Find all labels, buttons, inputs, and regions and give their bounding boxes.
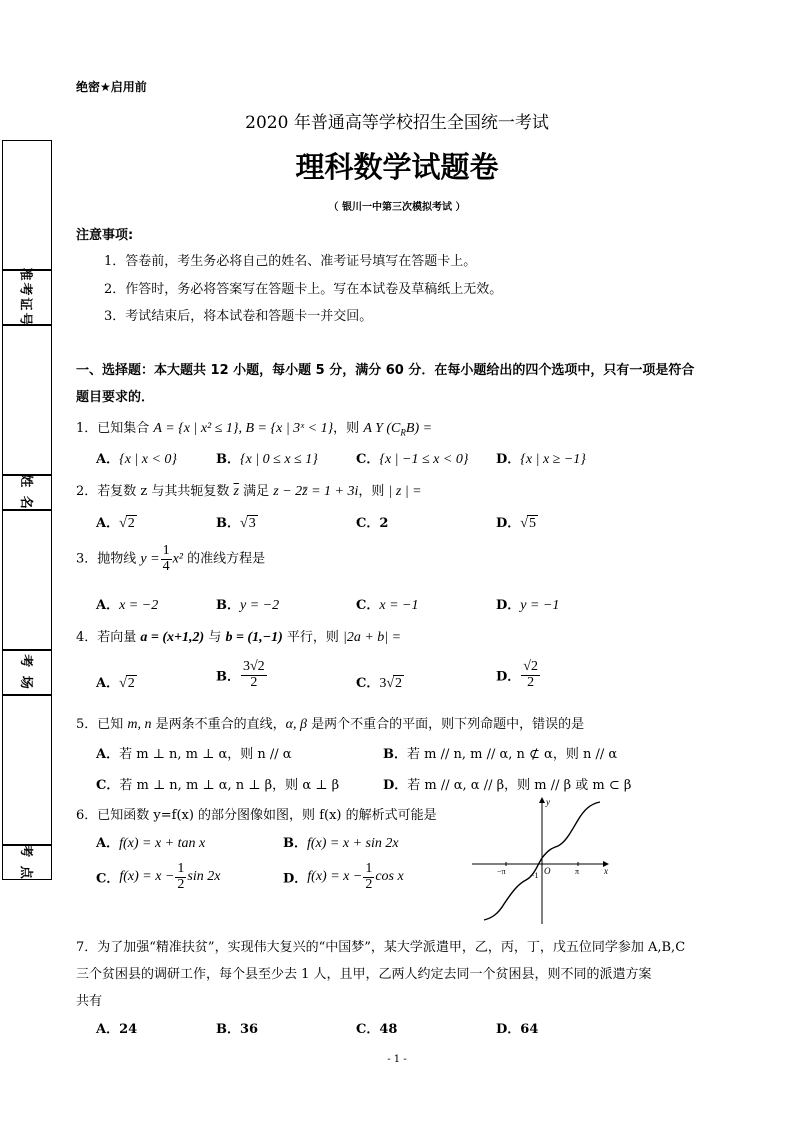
q4-option-d: D． $\frac{√2}{2}$ (496, 659, 538, 690)
tick-label-neg-pi: −π (497, 867, 506, 876)
notice-item: 1．答卷前，考生务必将自己的姓名、准考证号填写在答题卡上。 (104, 254, 477, 269)
q3-option-c: C．x = −1 (356, 598, 419, 613)
secret-label: 绝密★启用前 (76, 80, 147, 94)
subtitle: （ 银川一中第三次模拟考试 ） (328, 202, 466, 213)
q6-option-c: C．f(x) = x − $\frac{1}{2}$ sin 2x (96, 861, 221, 892)
q7-option-c: C．48 (356, 1022, 398, 1037)
q4-option-b: B． $\frac{3√2}{2}$ (216, 659, 265, 690)
y-axis-label: y (546, 797, 550, 807)
q5-option-a: A．若 m ⊥ n, m ⊥ α，则 n // α (96, 747, 292, 762)
q7-option-b: B．36 (216, 1022, 259, 1037)
q6-option-a: A．f(x) = x + tan x (96, 836, 206, 851)
exam-title: 2020 年普通高等学校招生全国统一考试 (245, 113, 549, 133)
question-7-line-3: 共有 (76, 994, 103, 1009)
strip-blank-3 (2, 510, 52, 650)
tick-label-neg-one: −1 (530, 871, 539, 880)
q1-option-b: B．{x | 0 ≤ x ≤ 1} (216, 452, 318, 467)
q1-option-a: A．{x | x < 0} (96, 452, 178, 467)
page-title: 理科数学试题卷 (295, 150, 499, 184)
question-4-stem: 4．若向量 a = (x+1,2) 与 b = (1,−1) 平行，则 |2a + b| = (76, 630, 402, 645)
strip-label-site: 考 点 (2, 845, 52, 880)
question-6-stem: 6．已知函数 y=f(x) 的部分图像如图，则 f(x) 的解析式可能是 (76, 808, 437, 823)
strip-blank-2 (2, 325, 52, 475)
q7-option-d: D．64 (496, 1022, 539, 1037)
q1-option-c: C．{x | −1 ≤ x < 0} (356, 452, 469, 467)
tick-label-pi: π (575, 867, 580, 876)
question-5-stem: 5．已知 m, n 是两条不重合的直线，α, β 是两个不重合的平面，则下列命题中，错误的是 (76, 717, 585, 732)
notice-item: 2．作答时，务必将答案写在答题卡上。写在本试卷及草稿纸上无效。 (104, 282, 503, 297)
question-2-stem: 2．若复数 z 与其共轭复数 $\overline{z}$ 满足 z − 2z̄ = 1 + 3i，则 | z | = (76, 484, 422, 499)
q4-option-c: C．3√2 (356, 676, 403, 691)
question-7-line-1: 7．为了加强“精准扶贫”，实现伟大复兴的“中国梦”，某大学派遣甲，乙，丙，丁，戊五位同学参加 A,B,C (76, 940, 686, 955)
function-graph (466, 792, 616, 928)
x-axis-label: x (604, 866, 608, 876)
question-3-stem: 3．抛物线 y = $\frac{1}{4}$ x² 的准线方程是 (76, 543, 266, 574)
question-1-stem: 1．已知集合 A = {x | x² ≤ 1}, B = {x | 3ˣ < 1}，则 A Y $(C_RB)$ = (76, 421, 433, 438)
notice-heading: 注意事项: (76, 228, 134, 243)
binding-strip (2, 140, 52, 880)
q3-option-a: A．x = −2 (96, 598, 159, 613)
page-number: - 1 - (387, 1054, 407, 1065)
strip-blank-4 (2, 695, 52, 845)
q2-option-c: C．2 (356, 516, 389, 531)
origin-label: O (544, 866, 551, 876)
q6-option-b: B．f(x) = x + sin 2x (283, 836, 399, 851)
q2-option-d: D．√5 (496, 516, 536, 531)
q5-option-c: C．若 m ⊥ n, m ⊥ α, n ⊥ β，则 α ⊥ β (96, 778, 340, 793)
q5-option-d: D．若 m // α, α // β，则 m // β 或 m ⊂ β (383, 778, 632, 793)
q7-option-a: A．24 (96, 1022, 138, 1037)
q2-option-a: A．√2 (96, 516, 135, 531)
q3-option-b: B．y = −2 (216, 598, 280, 613)
q5-option-b: B．若 m // n, m // α, n ⊄ α，则 n // α (383, 747, 618, 762)
q4-option-a: A．√2 (96, 676, 135, 691)
q2-option-b: B．√3 (216, 516, 256, 531)
section-heading-cont: 题目要求的． (76, 390, 155, 405)
question-7-line-2: 三个贫困县的调研工作，每个县至少去 1 人，且甲，乙两人约定去同一个贫困县，则不同的派遣方案 (76, 967, 652, 982)
strip-label-exam-id: 准考证号 (2, 270, 52, 325)
strip-label-room: 考 场 (2, 650, 52, 695)
section-heading: 一、选择题：本大题共 12 小题，每小题 5 分，满分 60 分．在每小题给出的四个选项中，只有一项是符合 (76, 363, 695, 378)
q1-option-d: D．{x | x ≥ −1} (496, 452, 586, 467)
q3-option-d: D．y = −1 (496, 598, 560, 613)
strip-label-name: 姓 名 (2, 475, 52, 510)
q6-option-d: D．f(x) = x − $\frac{1}{2}$ cos x (283, 861, 404, 892)
notice-item: 3．考试结束后，将本试卷和答题卡一并交回。 (104, 309, 373, 324)
